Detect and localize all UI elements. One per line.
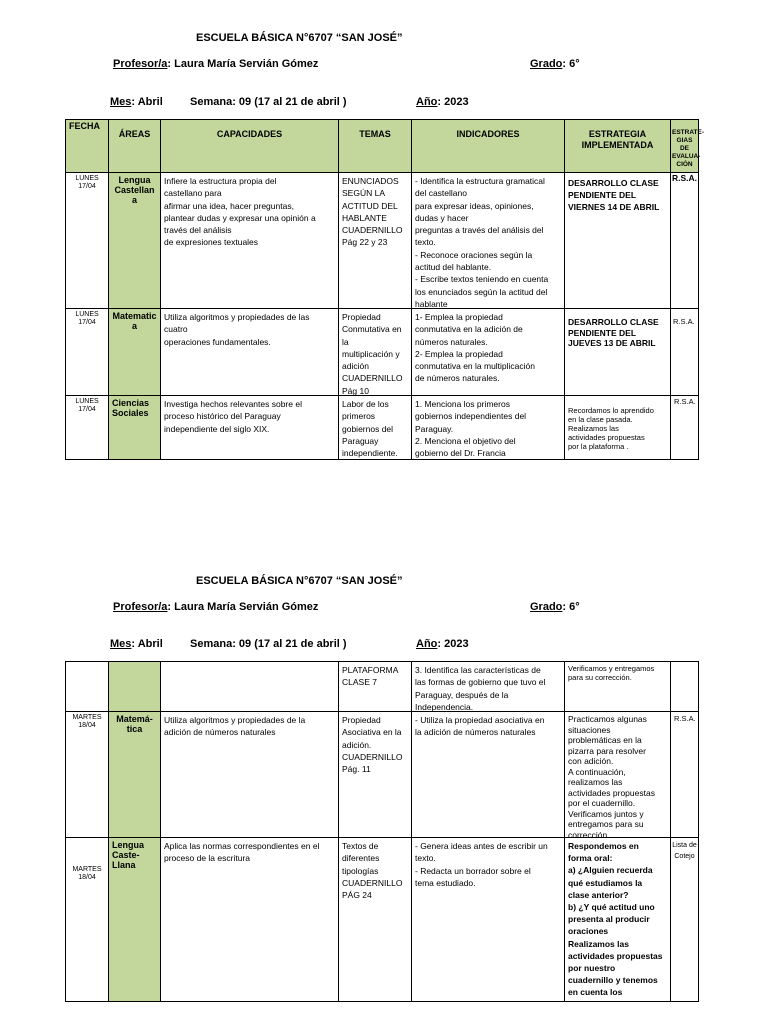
temas-cell: Textos de diferentes tipologías CUADERNILLO PÁG 24: [339, 838, 412, 1001]
indicadores-cell: - Genera ideas antes de escribir un texto. - Redacta un borrador sobre el tema estudiado.: [412, 838, 565, 1001]
area-cell: Matemá- tica: [109, 712, 161, 838]
temas-cell: Propiedad Asociativa en la adición. CUADERNILLO Pág. 11: [339, 712, 412, 838]
teacher-name: : Laura María Servián Gómez: [167, 601, 319, 613]
evaluacion-cell: Lista de Cotejo: [672, 842, 697, 860]
grade-label: Grado: [530, 601, 563, 613]
month-line: [110, 96, 163, 108]
indicadores-cell: 3. Identifica las características de las formas de gobierno que tuvo el Paraguay, después de la Independencia.: [412, 662, 565, 712]
month-value: : Abril: [131, 638, 163, 650]
grade-line: [530, 58, 580, 70]
teacher-label: Profesor/a: [113, 58, 168, 70]
header-temas: TEMAS: [339, 120, 412, 173]
date-cell: MARTES 18/04: [66, 712, 109, 838]
date-cell: LUNES 17/04: [66, 173, 109, 309]
capacidades-cell: Aplica las normas correspondientes en el proceso de la escritura: [161, 838, 339, 1001]
grade-line: [530, 601, 580, 613]
month-label: Mes: [110, 638, 132, 650]
capacidades-cell: Infiere la estructura propia del castellano para afirmar una idea, hacer preguntas, plantear dudas y expresar una opinión a través del análisis de expresiones textuales: [161, 173, 339, 309]
week-line: Semana: 09 (17 al 21 de abril ): [190, 96, 347, 108]
year-line: [416, 638, 469, 650]
capacidades-cell: [161, 662, 339, 712]
estrategia-cell: Practicamos algunas situaciones problemáticas en la pizarra para resolver con adición. A continuación, realizamos las actividades propuestas por el cuadernillo. Verificamos juntos y entregamos para su corrección.: [565, 712, 671, 838]
estrategia-cell: DESARROLLO CLASE PENDIENTE DEL VIERNES 14 DE ABRIL: [565, 173, 671, 309]
year-value: : 2023: [437, 638, 469, 650]
week-line: Semana: 09 (17 al 21 de abril ): [190, 638, 347, 650]
grade-value: : 6°: [562, 58, 580, 70]
estrategia-cell: DESARROLLO CLASE PENDIENTE DEL JUEVES 13 DE ABRIL: [565, 309, 671, 396]
header-indicadores: INDICADORES: [412, 120, 565, 173]
temas-cell: Propiedad Conmutativa en la multiplicación y adición CUADERNILLO Pág 10: [339, 309, 412, 396]
month-label: Mes: [110, 96, 132, 108]
month-value: : Abril: [131, 96, 163, 108]
lesson-plan-table-1: [65, 119, 705, 460]
evaluacion-cell: R.S.A.: [671, 173, 698, 309]
teacher-name: : Laura María Servián Gómez: [167, 58, 319, 70]
capacidades-cell: Utiliza algoritmos y propiedades de la adición de números naturales: [161, 712, 339, 838]
evaluacion-cell: R.S.A.: [674, 397, 696, 406]
area-cell: [109, 662, 161, 712]
header-estrategia: ESTRATEGIA IMPLEMENTADA: [565, 120, 671, 173]
year-label: Año: [416, 96, 438, 108]
date-cell: MARTES 18/04: [66, 838, 109, 1001]
teacher-label: Profesor/a: [113, 601, 168, 613]
year-line: [416, 96, 469, 108]
grade-label: Grado: [530, 58, 563, 70]
school-title: ESCUELA BÁSICA N°6707 “SAN JOSÉ”: [196, 32, 403, 44]
date-cell: LUNES 17/04: [66, 309, 109, 396]
school-title: ESCUELA BÁSICA N°6707 “SAN JOSÉ”: [196, 575, 403, 587]
temas-cell: PLATAFORMA CLASE 7: [339, 662, 412, 712]
area-cell: Matematic a: [109, 309, 161, 396]
indicadores-cell: - Identifica la estructura gramatical del castellano para expresar ideas, opiniones, dudas y hacer preguntas a través del análisis del texto. - Reconoce oraciones según la actitud del hablante. - Escribe textos teniendo en cuenta los enunciados según la actitud del hablante: [412, 173, 565, 309]
evaluacion-cell: R.S.A.: [671, 309, 698, 396]
area-cell: Lengua Caste- Llana: [109, 838, 161, 1001]
teacher-line: [113, 58, 318, 70]
estrategia-cell: Recordamos lo aprendido en la clase pasada. Realizamos las actividades propuestas por la plataforma .: [565, 396, 671, 459]
header-fecha: FECHA: [66, 120, 109, 173]
header-capacidades: CAPACIDADES: [161, 120, 339, 173]
capacidades-cell: Investiga hechos relevantes sobre el proceso histórico del Paraguay independiente del siglo XIX.: [161, 396, 339, 459]
indicadores-cell: 1. Menciona los primeros gobiernos independientes del Paraguay. 2. Menciona el objetivo del gobierno del Dr. Francia: [412, 396, 565, 459]
temas-cell: Labor de los primeros gobiernos del Paraguay independiente.: [339, 396, 412, 459]
estrategia-cell: Respondemos en forma oral: a) ¿Alguien recuerda qué estudiamos la clase anterior? b) ¿Y qué actitud uno presenta al producir oraciones Realizamos las actividades propuestas por nuestro cuadernillo y tenemos en cuenta los: [565, 838, 671, 1001]
teacher-line: [113, 601, 318, 613]
header-areas: ÁREAS: [109, 120, 161, 173]
year-label: Año: [416, 638, 438, 650]
lesson-plan-table-2: [65, 661, 699, 1002]
date-cell: LUNES 17/04: [66, 396, 109, 459]
area-cell: Ciencias Sociales: [109, 396, 161, 459]
estrategia-cell: Verificamos y entregamos para su corrección.: [565, 662, 671, 712]
indicadores-cell: 1- Emplea la propiedad conmutativa en la adición de números naturales. 2- Emplea la propiedad conmutativa en la multiplicación de números naturales.: [412, 309, 565, 396]
evaluacion-cell: [671, 662, 698, 712]
indicadores-cell: - Utiliza la propiedad asociativa en la adición de números naturales: [412, 712, 565, 838]
date-cell: [66, 662, 109, 712]
grade-value: : 6°: [562, 601, 580, 613]
month-line: [110, 638, 163, 650]
area-cell: Lengua Castellan a: [109, 173, 161, 309]
temas-cell: ENUNCIADOS SEGÚN LA ACTITUD DEL HABLANTE CUADERNILLO Pág 22 y 23: [339, 173, 412, 309]
evaluacion-cell: R.S.A.: [671, 712, 698, 838]
year-value: : 2023: [437, 96, 469, 108]
capacidades-cell: Utiliza algoritmos y propiedades de las cuatro operaciones fundamentales.: [161, 309, 339, 396]
header-evaluacion: ESTRATE- GIAS DE EVALUA- CIÓN: [671, 120, 698, 173]
